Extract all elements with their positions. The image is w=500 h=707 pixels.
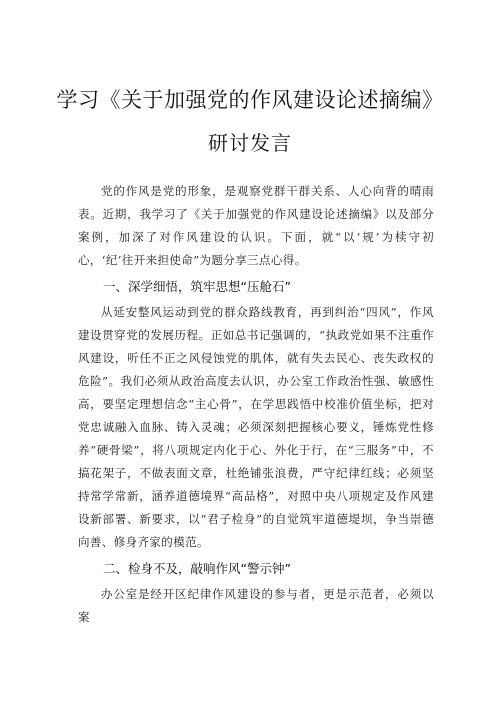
document-title: 学习《关于加强党的作风建设论述摘编》 xyxy=(56,88,444,112)
section-paragraph-2: 办公室是经开区纪律作风建设的参与者，更是示范者，必须以案 xyxy=(78,587,434,624)
section-heading-2: 二、检身不及，敲响作风“警示钟” xyxy=(103,561,291,576)
intro-paragraph: 党的作风是党的形象，是观察党群干群关系、人心向背的晴雨表。近期，我学习了《关于加强党的作风建设论述摘编》以及部分案例，加深了对作风建设的认识。下面，就“以‘规’为椟守初心，‘纪’往开来担使命”为题分享三点心得。 xyxy=(78,184,434,267)
document-subtitle: 研讨发言 xyxy=(208,131,292,155)
section-paragraph-1: 从延安整风运动到党的群众路线教育，再到纠治“四风”，作风建设贯穿党的发展历程。正如总书记强调的，“执政党如果不注重作风建设，听任不正之风侵蚀党的肌体，就有失去民心、丧失政权的危险”。我们必须从政治高度去认识，办公室工作政治性强、敏感性高，要坚定理想信念“主心骨”，在学思践悟中校准价值坐标，把对党忠诚融入血脉、铸入灵魂；必须深刻把握核心要义，锤炼党性修养“硬骨梁”，将八项规定内化于心、外化于行，在“三服务”中，不搞花架子，不做表面文章，杜绝铺张浪费，严守纪律红线；必须坚持常学常新，涵养道德境界“高品格”，对照中央八项规定及作风建设新部署、新要求，以“君子检身”的自觉筑牢道德堤坝，争当崇德向善、修身齐家的模范。 xyxy=(78,305,434,549)
document-body xyxy=(78,180,434,629)
section-heading-1: 一、深学细悟，筑牢思想“压舱石” xyxy=(103,279,291,294)
